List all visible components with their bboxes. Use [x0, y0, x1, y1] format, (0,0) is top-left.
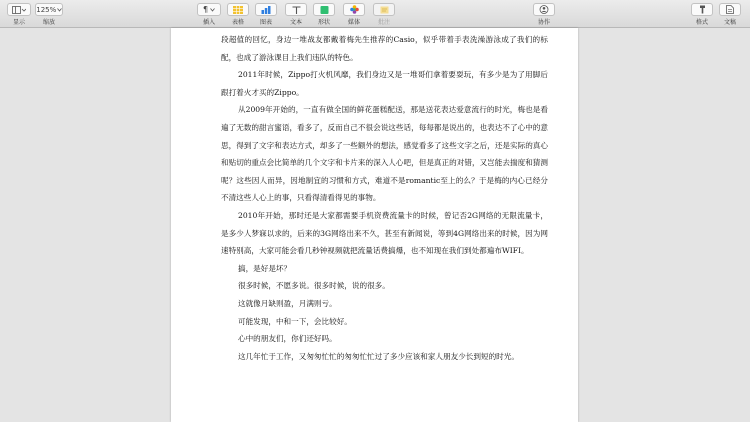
insert-button[interactable]	[197, 3, 221, 16]
chevron-down-icon	[57, 8, 62, 12]
collaborate-control[interactable]	[533, 3, 555, 26]
text-control[interactable]	[285, 3, 307, 26]
paragraph[interactable]: 心中的朋友们，你们还好吗。	[238, 334, 337, 344]
collaborate-label: 协作	[537, 19, 550, 26]
paragraph[interactable]: 2011年时候，Zippo打火机风靡，我们身边又是一堆哥们拿着要耍玩，有多少是为了用脚后跟打着火才买的Zippo。	[221, 70, 548, 97]
format-control[interactable]	[691, 3, 713, 26]
document-button[interactable]	[719, 3, 741, 16]
table-label: 表格	[231, 19, 244, 26]
insert-label: 插入	[202, 19, 215, 26]
paragraph[interactable]: 这就像月缺则盈，月满则亏。	[238, 298, 337, 308]
paragraph[interactable]: 从2009年开始的，一直有做全国的鲜花蛋糕配送，那是送花表达爱意流行的时光，梅也是看遍了无数的甜言蜜语，看多了，反而自己不很会说这些话，每每都是说出的，也表达不了心中的意思，得到了文字和表达方式，却多了一些额外的想法，感觉看多了这些文字之后，还是实际的真心和贴切的重点会比简单的几个文字和卡片来的深入人心吧，但是真正的对错，又岂能去揣度和猜测呢？这些因人而异，因地制宜的习惯和方式，难道不是romantic至上的么？于是梅的内心已经分不清这些人心上的事，只看得清看得见的事物。	[221, 105, 548, 203]
chart-icon	[261, 6, 271, 14]
chevron-down-icon	[210, 8, 215, 12]
document-control[interactable]	[719, 3, 741, 26]
shape-icon	[320, 6, 329, 14]
paragraph[interactable]: 搞，是好是坏？	[238, 263, 292, 273]
view-control[interactable]	[7, 3, 31, 26]
chart-control[interactable]	[255, 3, 277, 26]
paragraph[interactable]: 这几年忙于工作，又匆匆忙忙的匆匆忙忙过了多少应该和家人朋友少长到短的时光。	[238, 351, 519, 361]
paragraph[interactable]: 可能发现，中和一下，会比较好。	[238, 316, 352, 326]
sidebar-view-icon	[12, 6, 26, 14]
collaborate-icon	[539, 5, 549, 14]
comment-control[interactable]	[373, 3, 395, 26]
paragraph[interactable]: 很多时候，不愿多说。很多时候，说的很多。	[238, 281, 390, 291]
media-label: 媒体	[347, 19, 360, 26]
zoom-value: 125%	[36, 5, 57, 14]
zoom-control[interactable]	[35, 3, 63, 26]
format-button[interactable]	[691, 3, 713, 16]
insert-control[interactable]	[197, 3, 221, 26]
text-button[interactable]	[285, 3, 307, 16]
paintbrush-icon	[698, 5, 707, 14]
paragraph[interactable]: 段超值的回忆，身边一堆战友都戴着梅先生推荐的Casio，似乎带着手表洗澡游泳成了我们的标配，也成了游泳课目上我们违队的特色。	[221, 35, 548, 62]
media-icon	[350, 5, 359, 14]
comment-icon	[380, 6, 389, 14]
comment-button[interactable]	[373, 3, 395, 16]
table-icon	[233, 6, 243, 14]
chart-label: 图表	[259, 19, 272, 26]
view-label: 显示	[12, 19, 25, 26]
paragraph[interactable]: 2010年开始，那时还是大家都需要手机资费流量卡的时候，曾记否2G网络的无限流量卡，是多少人梦寐以求的，后来的3G网络出来不久，甚至有新闻说，等到4G网络出来的时候，因为网速特别高，大家可能会看几秒钟视频就把流量话费搞爆，也不知现在我们到处都遍布WIFI。	[221, 210, 548, 256]
shape-button[interactable]	[313, 3, 335, 16]
format-label: 格式	[695, 19, 708, 26]
text-label: 文本	[289, 19, 302, 26]
table-button[interactable]	[227, 3, 249, 16]
document-canvas[interactable]	[0, 28, 750, 422]
media-control[interactable]	[343, 3, 365, 26]
document-label: 文稿	[723, 19, 736, 26]
chart-button[interactable]	[255, 3, 277, 16]
view-button[interactable]	[7, 3, 31, 16]
comment-label: 批注	[377, 19, 390, 26]
toolbar	[0, 0, 750, 28]
table-control[interactable]	[227, 3, 249, 26]
document-body[interactable]	[221, 31, 548, 365]
document-page[interactable]	[171, 28, 578, 422]
shape-control[interactable]	[313, 3, 335, 26]
media-button[interactable]	[343, 3, 365, 16]
shape-label: 形状	[317, 19, 330, 26]
zoom-label: 缩放	[42, 19, 55, 26]
collaborate-button[interactable]	[533, 3, 555, 16]
pilcrow-icon: ¶	[202, 5, 209, 14]
text-box-icon	[292, 6, 301, 14]
zoom-select[interactable]	[35, 3, 63, 16]
document-icon	[726, 5, 734, 14]
